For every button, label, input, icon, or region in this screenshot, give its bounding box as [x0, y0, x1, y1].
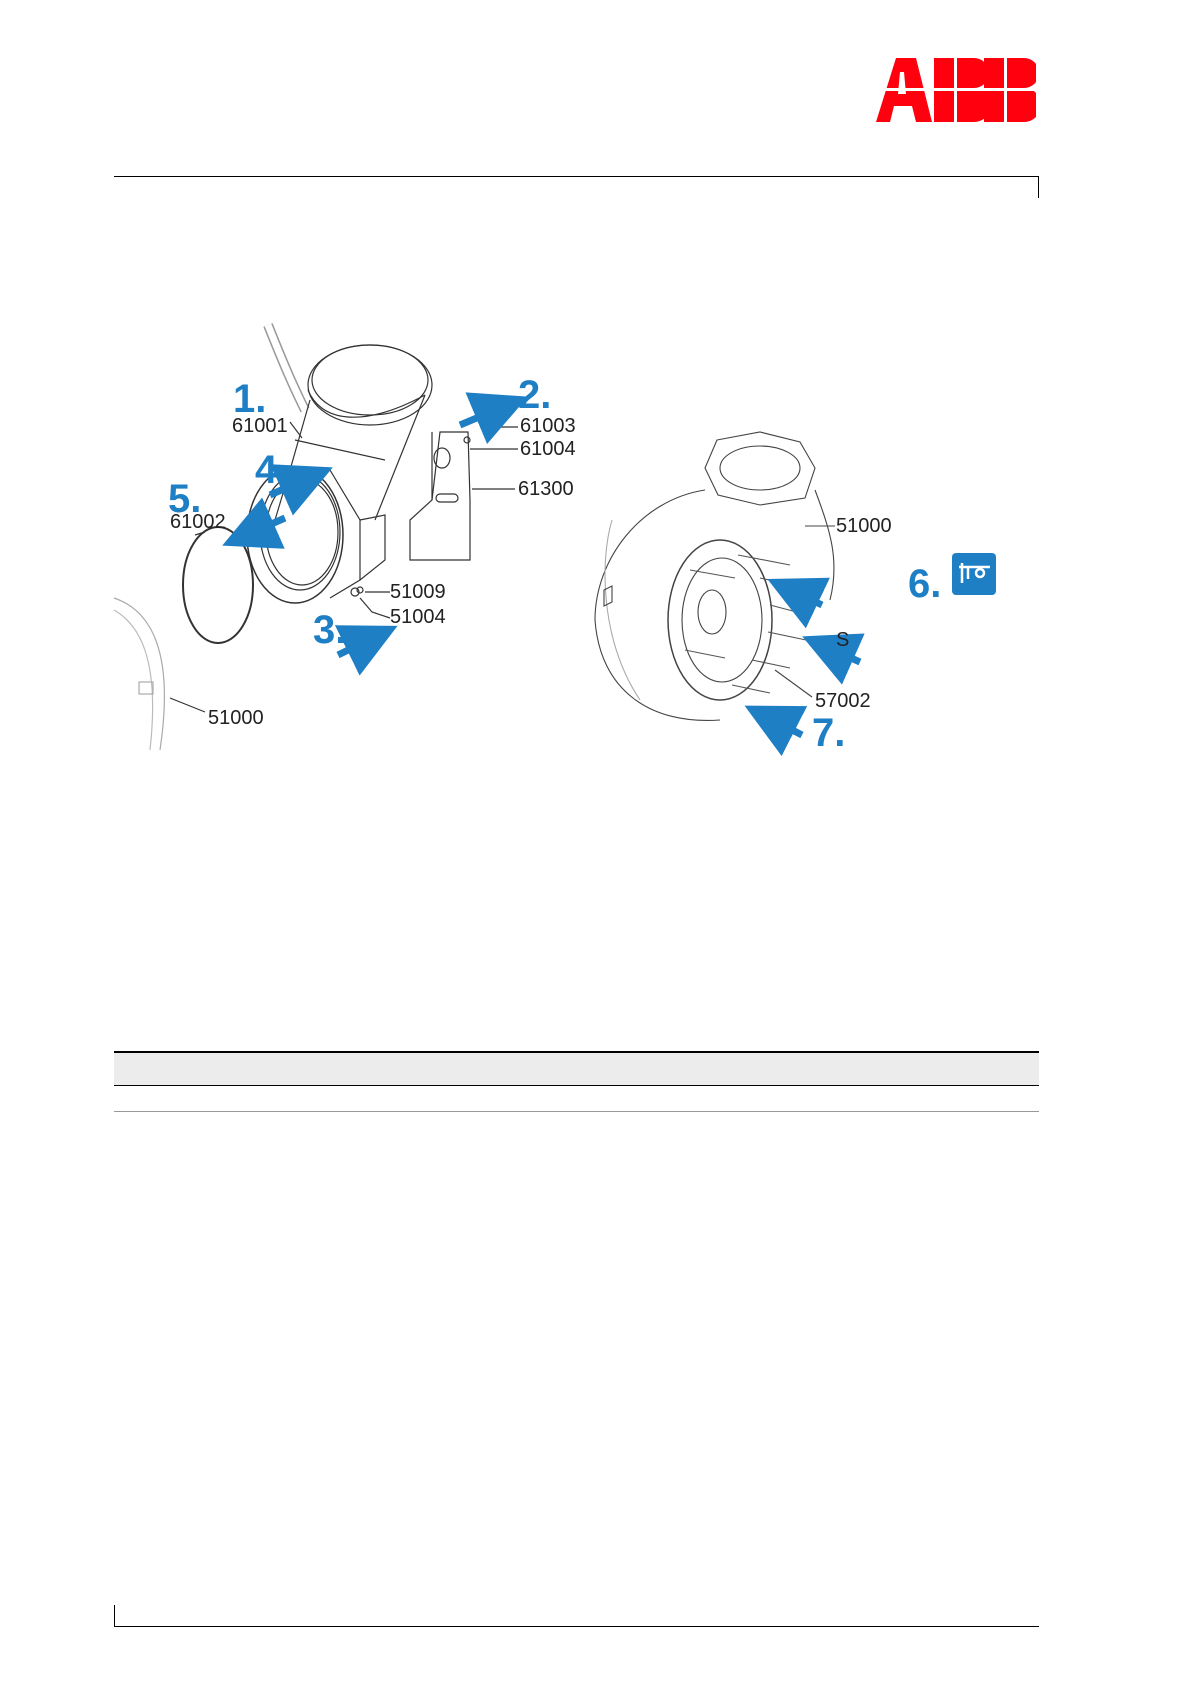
callout-61001: 61001: [232, 415, 288, 437]
step-5: 5.: [168, 477, 202, 521]
step-3: 3.: [313, 608, 347, 652]
left-assembly: [114, 325, 518, 750]
callout-51009: 51009: [390, 581, 446, 603]
table-header-band: [114, 1051, 1039, 1086]
step-6: 6.: [908, 562, 942, 606]
callout-51004: 51004: [390, 606, 446, 628]
step-2: 2.: [518, 373, 552, 417]
callout-S: S: [836, 629, 850, 651]
callout-61003: 61003: [520, 415, 576, 437]
callout-61002: 61002: [170, 511, 226, 533]
callout-61300: 61300: [518, 478, 574, 500]
callout-51000-left: 51000: [208, 707, 264, 729]
right-assembly: [595, 432, 835, 720]
callout-61004: 61004: [520, 438, 576, 460]
caliper-measure-icon: [952, 553, 996, 595]
footer-rule-tick: [114, 1605, 115, 1627]
footer-rule: [114, 1626, 1039, 1627]
step-7: 7.: [812, 711, 846, 755]
table-bottom-rule: [114, 1111, 1039, 1112]
callout-51000-right: 51000: [836, 515, 892, 537]
callout-57002: 57002: [815, 690, 871, 712]
step-4: 4.: [255, 448, 289, 492]
step-1: 1.: [233, 377, 267, 421]
